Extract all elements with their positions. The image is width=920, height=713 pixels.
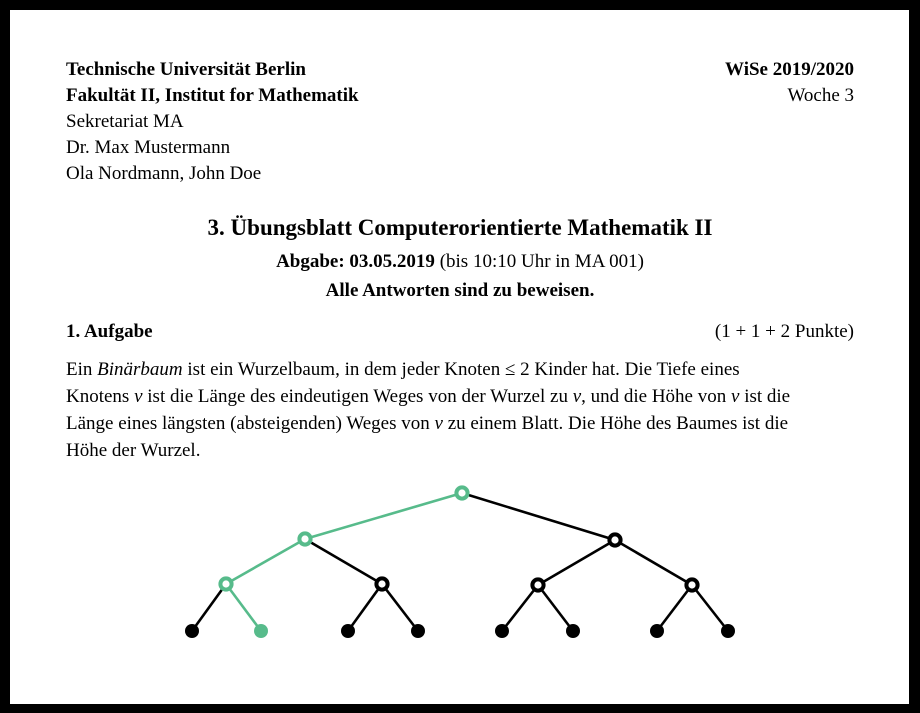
document-header: [66, 57, 854, 187]
sheet-title: 3. Übungsblatt Computerorientierte Mathematik II: [207, 215, 713, 240]
text-segment: zu einem Blatt. Die Höhe des Baumes ist die: [442, 413, 789, 434]
header-institution-block: [66, 57, 359, 187]
text-segment: v: [731, 386, 740, 407]
lecturer-name: Dr. Max Mustermann: [66, 137, 231, 158]
text-segment: Ein: [66, 359, 98, 380]
paragraph-line-2: [66, 383, 854, 410]
text-segment: v: [134, 386, 143, 407]
institution-name: Technische Universität Berlin: [66, 59, 306, 80]
text-segment: v: [434, 413, 443, 434]
task-header-row: [66, 318, 854, 345]
text-segment: Binärbaum: [97, 359, 183, 380]
task-paragraph: [66, 356, 854, 464]
paragraph-line-3: [66, 410, 854, 437]
header-semester-block: [725, 57, 854, 109]
paragraph-line-1: [66, 356, 854, 383]
text-segment: ist die: [739, 386, 791, 407]
semester-label: WiSe 2019/2020: [725, 59, 854, 80]
proof-note: Alle Antworten sind zu beweisen.: [325, 280, 595, 301]
text-segment: , und die Höhe von: [581, 386, 731, 407]
deadline-line: [66, 248, 854, 276]
exercise-sheet: [10, 10, 909, 704]
secretariat: Sekretariat MA: [66, 111, 184, 132]
task-heading: 1. Aufgabe: [66, 321, 153, 342]
text-segment: v: [572, 386, 582, 407]
text-segment: Knotens: [66, 386, 135, 407]
text-segment: Länge eines längsten (absteigenden) Weges von: [66, 413, 435, 434]
text-segment: (bis 10:10 Uhr in MA 001): [434, 251, 644, 272]
text-segment: ist ein Wurzelbaum, in dem jeder Knoten ≤ 2 Kinder hat. Die Tiefe eines: [182, 359, 740, 380]
task-points: (1 + 1 + 2 Punkte): [714, 321, 854, 342]
assistants-names: Ola Nordmann, John Doe: [66, 163, 262, 184]
text-segment: Abgabe: 03.05.2019: [276, 251, 435, 272]
paragraph-line-4: [66, 437, 854, 464]
text-segment: ist die Länge des eindeutigen Weges von der Wurzel zu: [142, 386, 573, 407]
text-segment: Höhe der Wurzel.: [66, 440, 201, 461]
week-label: Woche 3: [787, 85, 854, 106]
faculty-name: Fakultät II, Institut for Mathematik: [66, 85, 359, 106]
